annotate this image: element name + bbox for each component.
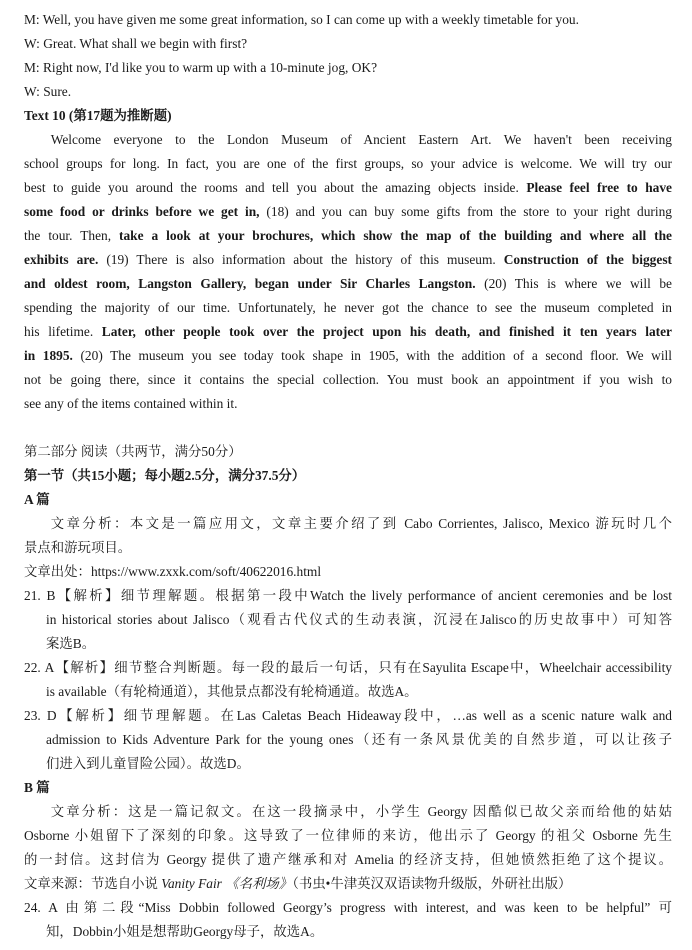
text10-heading: Text 10 (第17题为推断题) bbox=[24, 108, 172, 123]
text-run: spending the majority of our time. Unfortunately, he never got the chance to see the museum completed in bbox=[24, 300, 672, 315]
text-run: (19) There is also information about the history of this museum. bbox=[98, 252, 504, 267]
answer-23: 们进入到儿童冒险公园）。故选D。 bbox=[46, 756, 250, 771]
answer-21: 案选B。 bbox=[46, 636, 96, 651]
text-run: (18) and you can buy some gifts from the store to your right during bbox=[259, 204, 672, 219]
dialogue-line: M: Well, you have given me some great information, so I can come up with a weekly timetable for you. bbox=[24, 12, 579, 27]
text10-line bbox=[24, 392, 672, 416]
bold-text: exhibits are. bbox=[24, 252, 99, 267]
text-run: (20) The museum you see today took shape in 1905, with the addition of a second floor. We will bbox=[72, 348, 672, 363]
bold-text: Later, other people took over the project upon his death, and finished it ten years later bbox=[101, 324, 672, 339]
answer-24: 24. A 由第二段“Miss Dobbin followed Georgy’s progress with interest, and was keen to be helpful” 可 bbox=[24, 900, 672, 915]
passage-b-analysis: 的一封信。这封信为 Georgy 提供了遗产继承和对 Amelia 的经济支持，但她愤然拒绝了这个提议。 bbox=[24, 852, 672, 867]
bold-text: in 1895. bbox=[24, 348, 73, 363]
source-title-zh: 《名利场》 bbox=[225, 876, 293, 891]
passage-b-analysis: Osborne 小姐留下了深刻的印象。这导致了一位律师的来访，他出示了 Georgy 的祖父 Osborne 先生 bbox=[24, 828, 672, 843]
section1-title: 第一节（共15小题；每小题2.5分，满分37.5分） bbox=[24, 468, 306, 483]
bold-text: and oldest room, Langston Gallery, began under Sir Charles Langston. bbox=[24, 276, 476, 291]
answer-24: 知，Dobbin小姐是想帮助Georgy母子，故选A。 bbox=[46, 924, 324, 939]
answer-23: admission to Kids Adventure Park for the young ones（还有一条风景优美的自然步道，可以让孩子 bbox=[46, 732, 672, 747]
passage-a-source: 文章出处：https://www.zxxk.com/soft/40622016.html bbox=[24, 564, 322, 579]
text10-line bbox=[24, 224, 672, 248]
bold-text: take a look at your brochures, which show the map of the building and where all the bbox=[119, 228, 672, 243]
text10-line bbox=[24, 200, 672, 224]
answer-23: 23. D【解析】细节理解题。在Las Caletas Beach Hideaway段中，…as well as a scenic nature walk and bbox=[24, 708, 672, 723]
answer-22: is available（有轮椅通道），其他景点都没有轮椅通道。故选A。 bbox=[46, 684, 418, 699]
text10-line bbox=[24, 128, 672, 152]
dialogue-line: W: Sure. bbox=[24, 84, 72, 99]
source-title-en: Vanity Fair bbox=[161, 876, 222, 891]
source-suffix: （书虫•牛津英汉双语读物升级版，外研社出版） bbox=[292, 876, 572, 891]
dialogue-line: M: Right now, I'd like you to warm up with a 10-minute jog, OK? bbox=[24, 60, 378, 75]
text10-line bbox=[24, 152, 672, 176]
text-run: the tour. Then, bbox=[24, 228, 120, 243]
passage-a-analysis: 景点和游玩项目。 bbox=[24, 540, 132, 555]
text-run: see any of the items contained within it. bbox=[24, 396, 238, 411]
dialogue-line: W: Great. What shall we begin with first? bbox=[24, 36, 248, 51]
text10-line bbox=[24, 320, 672, 344]
text10-line bbox=[24, 272, 672, 296]
text10-line bbox=[24, 344, 672, 368]
text-run: best to guide you around the rooms and tell you about the amazing objects inside. bbox=[24, 180, 527, 195]
passage-a-heading: A 篇 bbox=[24, 492, 50, 507]
text10-paragraph bbox=[24, 128, 672, 416]
passage-b-analysis: 文章分析：这是一篇记叙文。在这一段摘录中，小学生 Georgy 因酷似已故父亲而给他的姑姑 bbox=[50, 804, 672, 819]
text10-line bbox=[24, 368, 672, 392]
text-run: Welcome everyone to the London Museum of Ancient Eastern Art. We haven't been receiving bbox=[50, 132, 672, 147]
passage-a-analysis: 文章分析：本文是一篇应用文，文章主要介绍了到 Cabo Corrientes, Jalisco, Mexico 游玩时几个 bbox=[50, 516, 672, 531]
answer-22: 22. A【解析】细节整合判断题。每一段的最后一句话，只有在Sayulita Escape中，Wheelchair accessibility bbox=[24, 660, 672, 675]
text10-line bbox=[24, 248, 672, 272]
section-gap bbox=[24, 416, 672, 440]
bold-text: Construction of the biggest bbox=[503, 252, 672, 267]
passage-b-heading: B 篇 bbox=[24, 780, 50, 795]
answer-21: in historical stories about Jalisco（观看古代仪式的生动表演，沉浸在Jalisco的历史故事中）可知答 bbox=[46, 612, 672, 627]
text10-line bbox=[24, 176, 672, 200]
text-run: his lifetime. bbox=[24, 324, 102, 339]
bold-text: Please feel free to have bbox=[526, 180, 672, 195]
source-prefix: 文章来源：节选自小说 bbox=[24, 876, 162, 891]
text-run: (20) This is where we will be bbox=[475, 276, 672, 291]
part2-title: 第二部分 阅读（共两节，满分50分） bbox=[24, 444, 242, 459]
answer-21: 21. B【解析】细节理解题。根据第一段中Watch the lively performance of ancient ceremonies and be lost bbox=[24, 588, 672, 603]
text10-line bbox=[24, 296, 672, 320]
dialogue bbox=[24, 8, 672, 104]
text-run: school groups for long. In fact, you are one of the first groups, so your advice is welcome. We will try our bbox=[24, 156, 672, 171]
bold-text: some food or drinks before we get in, bbox=[24, 204, 260, 219]
passage-b-source bbox=[24, 872, 672, 896]
text-run: not be going there, since it contains the special collection. You must book an appointment if you wish to bbox=[24, 372, 672, 387]
